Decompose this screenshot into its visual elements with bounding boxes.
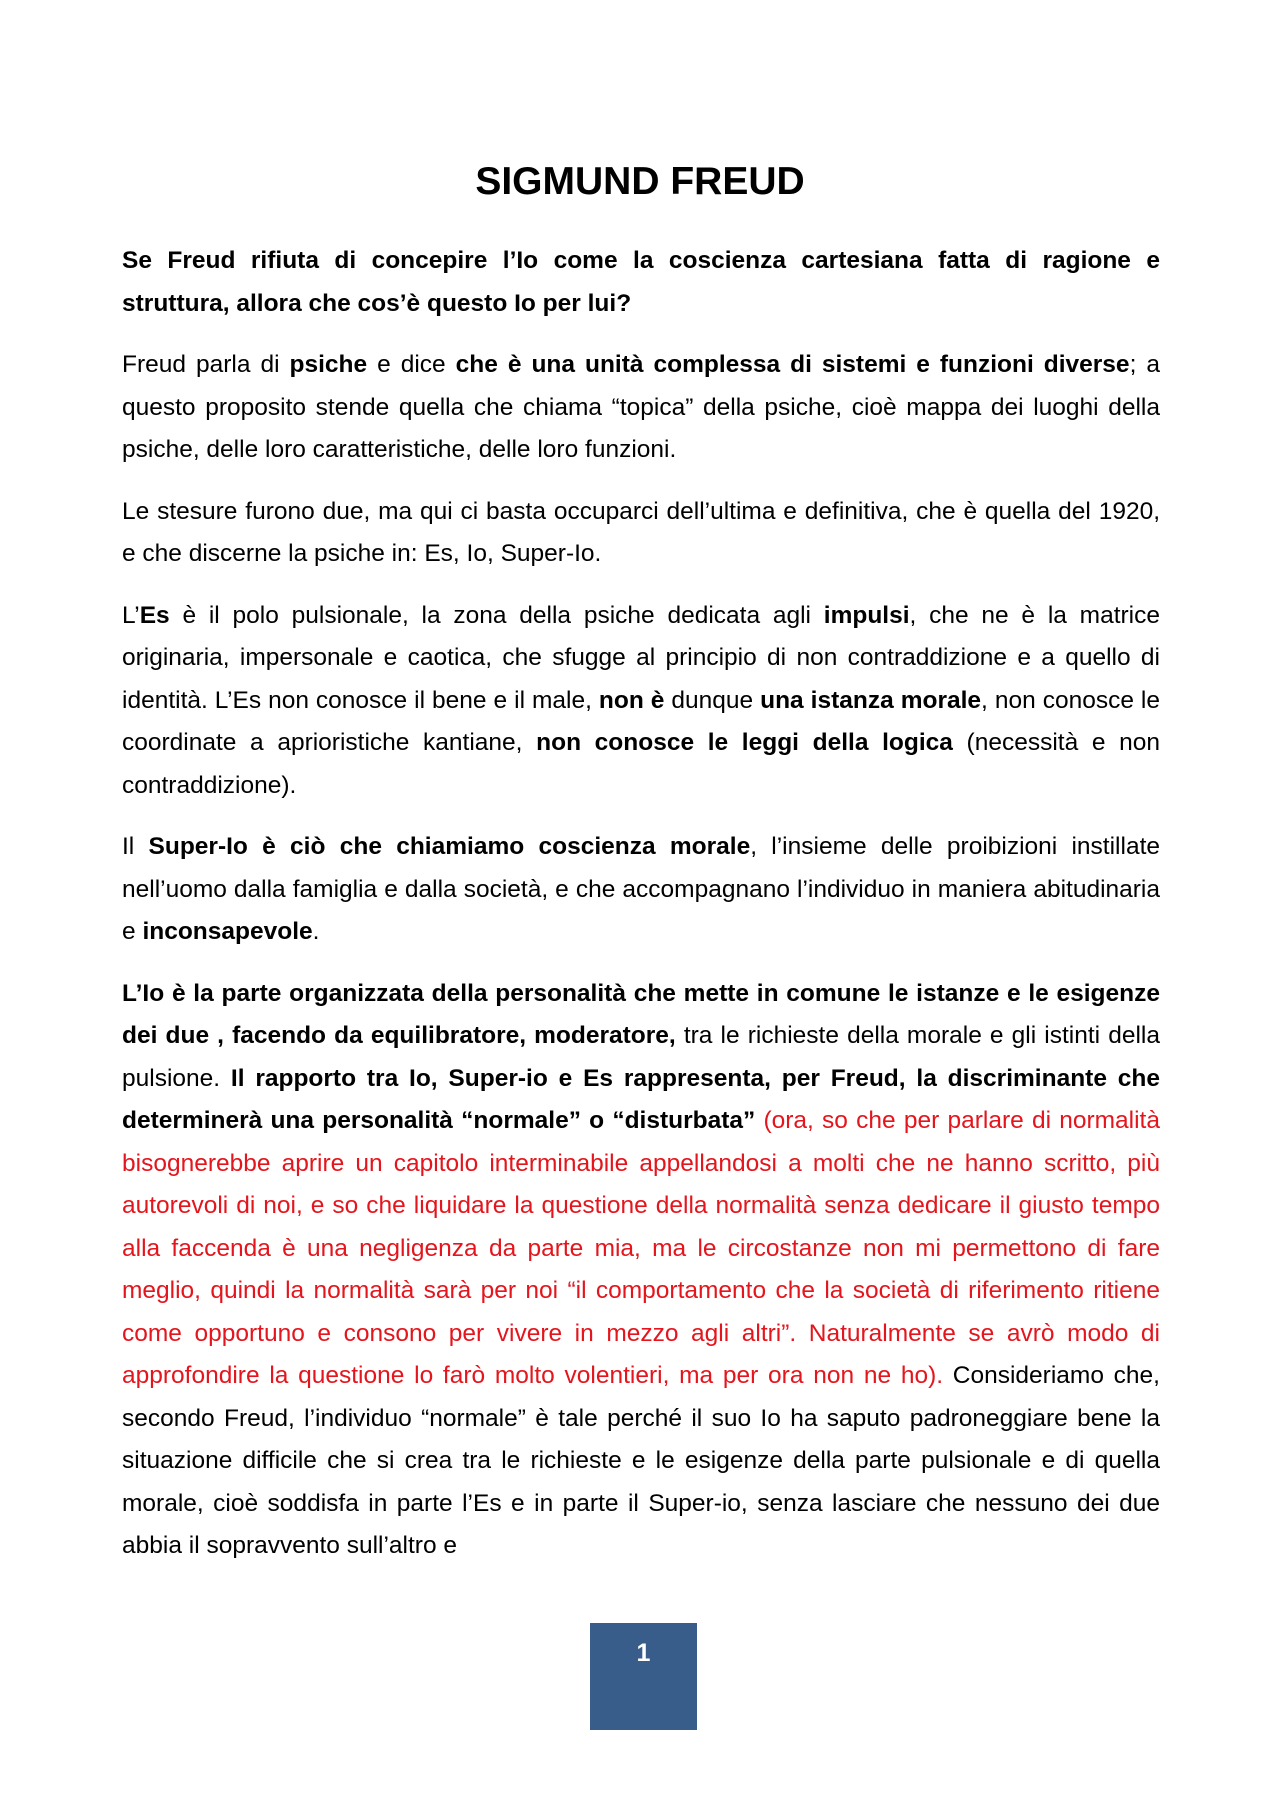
text-run: tra le richieste della morale e gli istinti della pulsione. xyxy=(122,1022,1160,1092)
text-run: è il polo pulsionale, la zona della psiche dedicata agli xyxy=(169,601,824,629)
text-run: inconsapevole xyxy=(142,918,313,945)
paragraph-super-io xyxy=(122,826,1160,954)
page-number-badge xyxy=(590,1623,697,1730)
text-run: una istanza morale xyxy=(760,686,982,714)
text-run: , l’insieme delle proibizioni instillate nell’uomo dalla famiglia e dalla società, e che accompagnano l’individuo in maniera abitudinaria e xyxy=(122,833,1161,945)
page-number: 1 xyxy=(636,1639,651,1667)
text-run: (necessità e non contraddizione). xyxy=(122,729,1160,799)
text-run: Es xyxy=(139,601,170,629)
text-run: che è una unità complessa di sistemi e funzioni diverse xyxy=(455,351,1130,378)
text-run: non conosce le leggi della logica xyxy=(536,729,953,756)
text-run: L’ xyxy=(122,601,140,629)
text-run: Il xyxy=(122,833,149,860)
text-run: Freud parla di xyxy=(122,351,290,378)
text-run: Le stesure furono due, ma qui ci basta occuparci dell’ultima e definitiva, che è quella del 1920, e che discerne la psiche in: Es, Io, Super-Io. xyxy=(122,497,1160,567)
paragraph-psiche xyxy=(122,344,1160,472)
text-run: non è xyxy=(598,686,665,714)
text-run: . xyxy=(312,918,320,945)
text-run: L’Io è la parte organizzata della personalità che mette in comune le istanze e le esigenze dei due , facendo da equilibratore, moderatore, xyxy=(122,979,1160,1049)
text-run: ; a questo proposito stende quella che chiama “topica” della psiche, cioè mappa dei luoghi della psiche, delle loro caratteristiche, delle loro funzioni. xyxy=(122,351,1160,463)
text-run: dunque xyxy=(664,686,761,714)
text-run: psiche xyxy=(289,351,368,378)
text-run: Se Freud rifiuta di concepire l’Io come la coscienza cartesiana fatta di ragione e struttura, allora che cos’è questo Io per lui? xyxy=(122,247,1160,317)
text-run: Super-Io è ciò che chiamiamo coscienza morale xyxy=(148,833,751,860)
text-run: impulsi xyxy=(823,601,910,629)
text-run: , non conosce le coordinate a aprioristiche kantiane, xyxy=(122,686,1160,756)
paragraph-es xyxy=(122,595,1160,808)
document-body xyxy=(122,240,1160,1568)
text-run: (ora, so che per parlare di normalità bisognerebbe aprire un capitolo interminabile appellandosi a molti che ne hanno scritto, più autorevoli di noi, e so che liquidare la questione della normalità senza dedicare il giusto tempo alla faccenda è una negligenza da parte mia, ma le circostanze non mi permettono di fare meglio, quindi la normalità sarà per noi “il comportamento che la società di riferimento ritiene come opportuno e consono per vivere in mezzo agli altri”. Naturalmente se avrò modo di approfondire la questione lo farò molto volentieri, ma per ora non ne ho). xyxy=(122,1107,1160,1389)
page-title: SIGMUND FREUD xyxy=(475,160,805,203)
text-run: Consideriamo che, secondo Freud, l’individuo “normale” è tale perché il suo Io ha saputo padroneggiare bene la situazione difficile che si crea tra le richieste e le esigenze della parte pulsionale e di quella morale, cioè soddisfa in parte l’Es e in parte il Super-io, senza lasciare che nessuno dei due abbia il sopravvento sull’altro e xyxy=(122,1362,1160,1559)
text-run: , che ne è la matrice originaria, impersonale e caotica, che sfugge al principio di non contraddizione e a quello di identità. L’Es non conosce il bene e il male, xyxy=(122,601,1160,714)
paragraph-intro-question xyxy=(122,240,1160,325)
paragraph-io xyxy=(122,973,1160,1568)
text-run: Il rapporto tra Io, Super-io e Es rappresenta, per Freud, la discriminante che determinerà una personalità “normale” o “disturbata” xyxy=(122,1064,1160,1134)
text-run: e dice xyxy=(367,351,456,378)
paragraph-stesure xyxy=(122,491,1160,576)
